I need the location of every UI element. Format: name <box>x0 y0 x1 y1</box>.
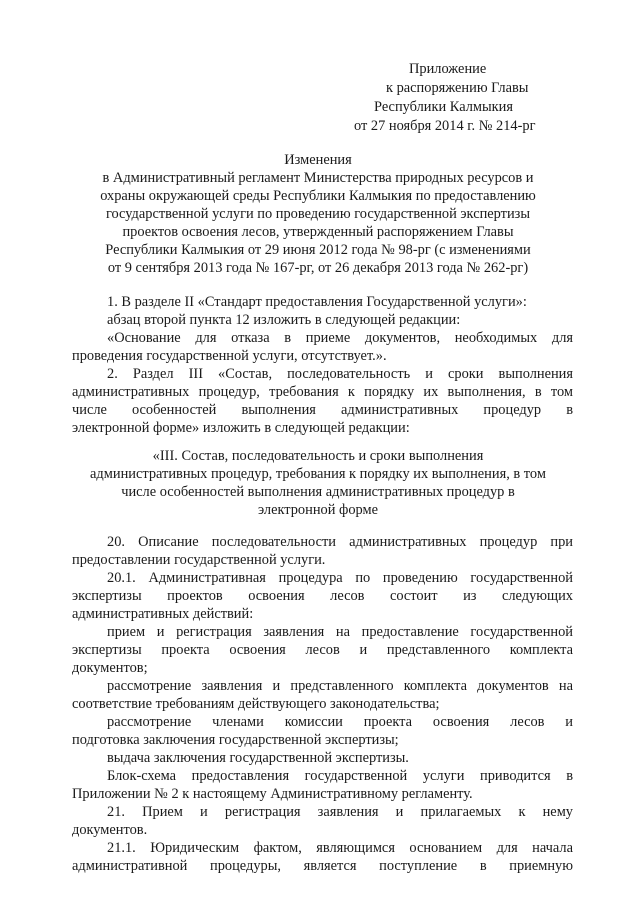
section-heading-line: административных процедур, требования к порядку их выполнения, в том <box>90 466 546 482</box>
section-line: административной процедуры, является поступление в приемную <box>72 858 573 874</box>
section-heading-line: «III. Состав, последовательность и сроки выполнения <box>152 448 484 464</box>
title-line: охраны окружающей среды Республики Калмыкия по предоставлению <box>100 188 536 204</box>
appendix-line: Приложение <box>409 61 487 77</box>
body-line: 1. В разделе II «Стандарт предоставления Государственной услуги»: <box>107 294 527 310</box>
section-line: подготовка заключения государственной экспертизы; <box>72 732 399 748</box>
section-line: экспертизы проектов освоения лесов состоит из следующих <box>72 588 573 604</box>
section-heading-line: электронной форме <box>257 502 379 518</box>
section-line: 21.1. Юридическим фактом, являющимся основанием для начала <box>107 840 573 856</box>
body-line: 2. Раздел III «Состав, последовательность и сроки выполнения <box>107 366 573 382</box>
appendix-line: от 27 ноября 2014 г. № 214-рг <box>354 118 536 134</box>
section-line: 20. Описание последовательности административных процедур при <box>107 534 573 550</box>
appendix-line: к распоряжению Главы <box>386 80 529 96</box>
section-line: выдача заключения государственной экспертизы. <box>107 750 409 766</box>
body-line: абзац второй пункта 12 изложить в следующей редакции: <box>107 312 461 328</box>
section-line: 21. Прием и регистрация заявления и прилагаемых к нему <box>107 804 573 820</box>
section-line: экспертизы проекта освоения лесов и представленного комплекта <box>72 642 573 658</box>
section-line: предоставлении государственной услуги. <box>72 552 326 568</box>
section-line: Блок-схема предоставления государственной услуги приводится в <box>107 768 573 784</box>
section-line: рассмотрение членами комиссии проекта освоения лесов и <box>107 714 573 730</box>
section-line: документов. <box>72 822 148 838</box>
appendix-line: Республики Калмыкия <box>374 99 513 115</box>
section-line: соответствие требованиям действующего законодательства; <box>72 696 440 712</box>
section-line: административных действий: <box>72 606 254 622</box>
section-line: прием и регистрация заявления на предоставление государственной <box>107 624 573 640</box>
body-line: электронной форме» изложить в следующей редакции: <box>72 420 410 436</box>
title-line: в Административный регламент Министерства природных ресурсов и <box>102 170 534 186</box>
body-line: административных процедур, требования к порядку их выполнения, в том <box>72 384 573 400</box>
title-line: Республики Калмыкия от 29 июня 2012 года № 98-рг (с изменениями <box>105 242 531 258</box>
section-line: документов; <box>72 660 148 676</box>
section-line: рассмотрение заявления и представленного комплекта документов на <box>107 678 573 694</box>
section-line: 20.1. Административная процедура по проведению государственной <box>107 570 573 586</box>
body-line: проведения государственной услуги, отсутствует.». <box>72 348 387 364</box>
title-heading: Изменения <box>284 152 352 168</box>
section-line: Приложении № 2 к настоящему Административному регламенту. <box>72 786 473 802</box>
body-line: «Основание для отказа в приеме документов, необходимых для <box>107 330 573 346</box>
body-line: числе особенностей выполнения административных процедур в <box>72 402 573 418</box>
title-line: государственной услуги по проведению государственной экспертизы <box>105 206 531 222</box>
section-heading-line: числе особенностей выполнения административных процедур в <box>121 484 515 500</box>
title-line: от 9 сентября 2013 года № 167-рг, от 26 декабря 2013 года № 262-рг) <box>107 260 529 276</box>
title-line: проектов освоения лесов, утвержденный распоряжением Главы <box>122 224 514 240</box>
